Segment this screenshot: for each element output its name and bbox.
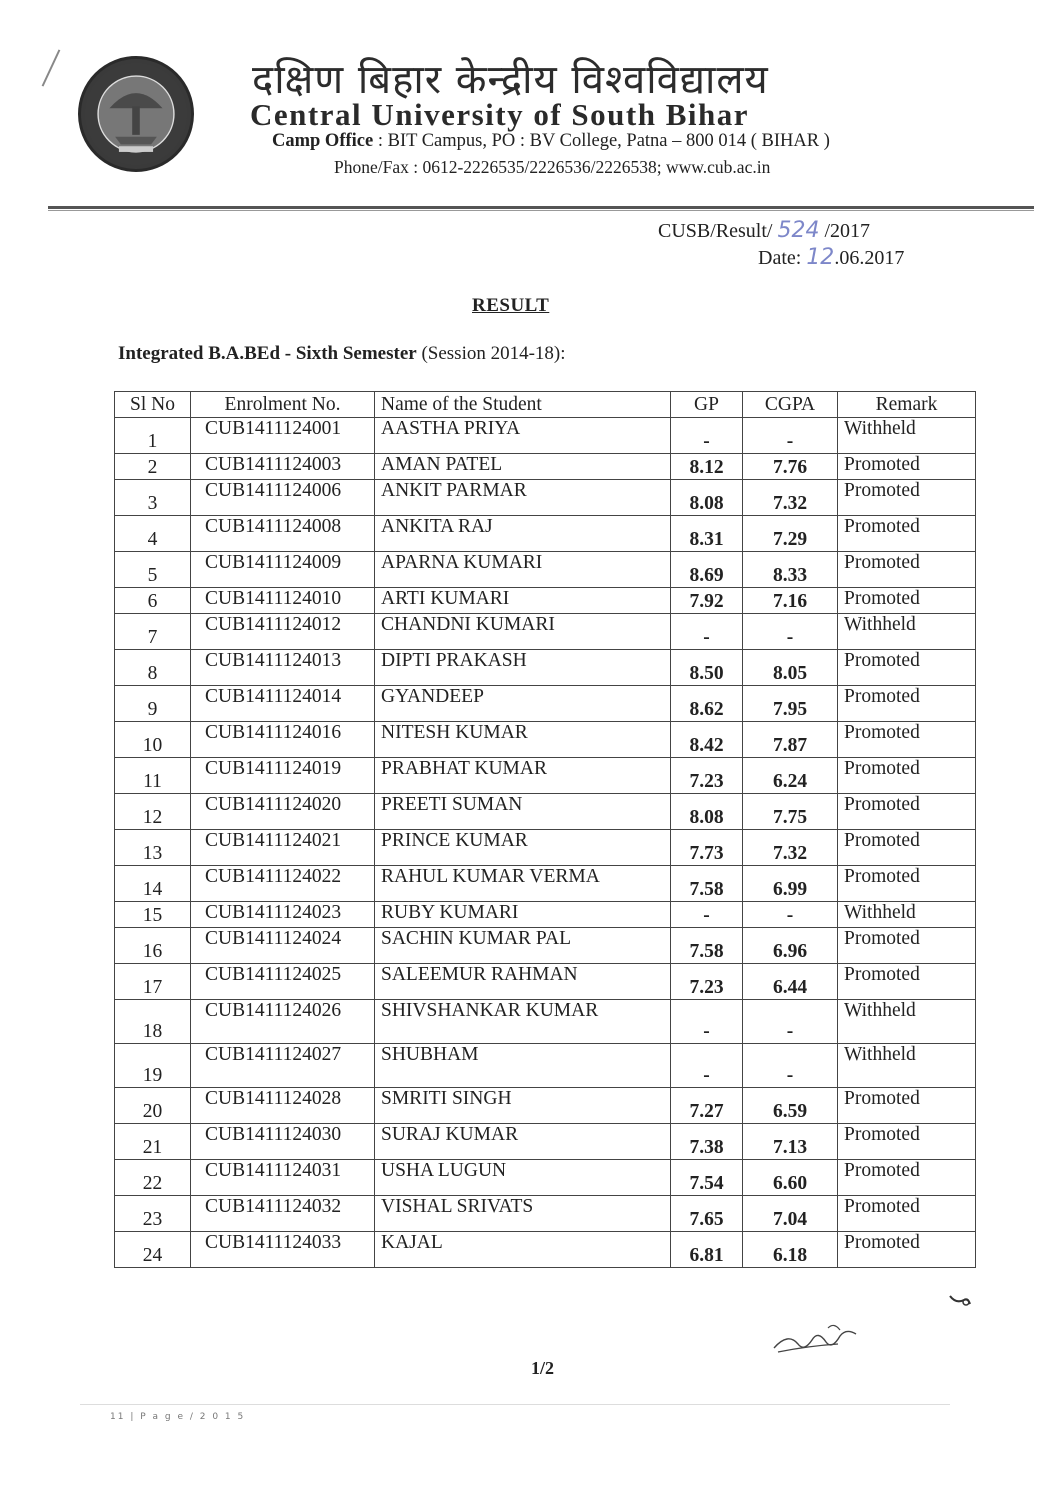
result-table <box>114 391 976 1268</box>
cell-enrolment: CUB1411124025 <box>191 964 375 1000</box>
cell-cgpa: - <box>743 1044 838 1088</box>
cell-sl: 8 <box>115 650 191 686</box>
col-header-gp: GP <box>671 392 743 418</box>
table-row <box>115 1000 976 1044</box>
cell-gp: 8.50 <box>671 650 743 686</box>
table-row <box>115 928 976 964</box>
table-row <box>115 588 976 614</box>
cell-remark: Withheld <box>838 418 976 454</box>
cell-sl: 2 <box>115 454 191 480</box>
cell-sl: 1 <box>115 418 191 454</box>
cell-sl: 14 <box>115 866 191 902</box>
cell-enrolment: CUB1411124027 <box>191 1044 375 1088</box>
col-header-enrolment: Enrolment No. <box>191 392 375 418</box>
cell-remark: Withheld <box>838 614 976 650</box>
table-row <box>115 1044 976 1088</box>
cell-gp: - <box>671 614 743 650</box>
cell-name: PRABHAT KUMAR <box>375 758 671 794</box>
table-row <box>115 1124 976 1160</box>
cell-enrolment: CUB1411124010 <box>191 588 375 614</box>
cell-cgpa: 7.29 <box>743 516 838 552</box>
document-title: RESULT <box>472 295 550 316</box>
cell-cgpa: 6.59 <box>743 1088 838 1124</box>
date-handwritten-day: 12 <box>806 245 835 270</box>
cell-gp: 8.31 <box>671 516 743 552</box>
cell-name: GYANDEEP <box>375 686 671 722</box>
cell-gp: 7.38 <box>671 1124 743 1160</box>
cell-sl: 20 <box>115 1088 191 1124</box>
reference-year: /2017 <box>824 220 871 242</box>
cell-name: KAJAL <box>375 1232 671 1268</box>
cell-sl: 12 <box>115 794 191 830</box>
cell-cgpa: - <box>743 614 838 650</box>
table-row <box>115 758 976 794</box>
cell-sl: 4 <box>115 516 191 552</box>
cell-sl: 18 <box>115 1000 191 1044</box>
cell-cgpa: 6.44 <box>743 964 838 1000</box>
cell-name: USHA LUGUN <box>375 1160 671 1196</box>
cell-sl: 23 <box>115 1196 191 1232</box>
cell-enrolment: CUB1411124001 <box>191 418 375 454</box>
cell-sl: 22 <box>115 1160 191 1196</box>
university-name-english: Central University of South Bihar <box>250 97 749 132</box>
cell-cgpa: 6.18 <box>743 1232 838 1268</box>
cell-remark: Promoted <box>838 454 976 480</box>
cell-enrolment: CUB1411124026 <box>191 1000 375 1044</box>
issue-date <box>758 245 904 270</box>
cell-enrolment: CUB1411124031 <box>191 1160 375 1196</box>
cell-remark: Promoted <box>838 516 976 552</box>
cell-gp: 7.65 <box>671 1196 743 1232</box>
cell-remark: Withheld <box>838 1000 976 1044</box>
cell-sl: 24 <box>115 1232 191 1268</box>
cell-name: ANKITA RAJ <box>375 516 671 552</box>
cell-gp: 8.62 <box>671 686 743 722</box>
cell-sl: 15 <box>115 902 191 928</box>
cell-sl: 9 <box>115 686 191 722</box>
cell-name: SALEEMUR RAHMAN <box>375 964 671 1000</box>
cell-sl: 7 <box>115 614 191 650</box>
reference-prefix: CUSB/Result/ <box>658 220 773 242</box>
footer-rule <box>80 1404 950 1405</box>
cell-gp: - <box>671 1044 743 1088</box>
cell-enrolment: CUB1411124003 <box>191 454 375 480</box>
cell-enrolment: CUB1411124023 <box>191 902 375 928</box>
table-row <box>115 614 976 650</box>
cell-name: AASTHA PRIYA <box>375 418 671 454</box>
table-row <box>115 1088 976 1124</box>
header-divider <box>48 206 1034 209</box>
date-rest: .06.2017 <box>834 247 905 269</box>
cell-remark: Promoted <box>838 794 976 830</box>
cell-name: PREETI SUMAN <box>375 794 671 830</box>
cell-name: ANKIT PARMAR <box>375 480 671 516</box>
programme-heading <box>118 343 566 365</box>
cell-name: RAHUL KUMAR VERMA <box>375 866 671 902</box>
cell-gp: 8.42 <box>671 722 743 758</box>
cell-gp: 6.81 <box>671 1232 743 1268</box>
table-row <box>115 722 976 758</box>
cell-sl: 16 <box>115 928 191 964</box>
cell-cgpa: 7.87 <box>743 722 838 758</box>
cell-enrolment: CUB1411124019 <box>191 758 375 794</box>
cell-enrolment: CUB1411124009 <box>191 552 375 588</box>
cell-cgpa: 6.60 <box>743 1160 838 1196</box>
cell-remark: Promoted <box>838 686 976 722</box>
cell-name: SHIVSHANKAR KUMAR <box>375 1000 671 1044</box>
cell-enrolment: CUB1411124012 <box>191 614 375 650</box>
table-row <box>115 454 976 480</box>
cell-sl: 19 <box>115 1044 191 1088</box>
cell-cgpa: 7.13 <box>743 1124 838 1160</box>
cell-gp: - <box>671 418 743 454</box>
cell-cgpa: - <box>743 1000 838 1044</box>
date-label: Date: <box>758 247 802 269</box>
cell-remark: Promoted <box>838 552 976 588</box>
cell-remark: Withheld <box>838 902 976 928</box>
cell-remark: Promoted <box>838 964 976 1000</box>
cell-sl: 13 <box>115 830 191 866</box>
pen-mark-icon <box>948 1290 972 1310</box>
cell-cgpa: 7.16 <box>743 588 838 614</box>
cell-cgpa: - <box>743 418 838 454</box>
cell-remark: Promoted <box>838 758 976 794</box>
cell-name: SURAJ KUMAR <box>375 1124 671 1160</box>
cell-enrolment: CUB1411124021 <box>191 830 375 866</box>
camp-office-address <box>272 131 830 152</box>
cell-gp: 7.58 <box>671 928 743 964</box>
cell-enrolment: CUB1411124008 <box>191 516 375 552</box>
cell-enrolment: CUB1411124006 <box>191 480 375 516</box>
cell-sl: 6 <box>115 588 191 614</box>
cell-enrolment: CUB1411124028 <box>191 1088 375 1124</box>
cell-enrolment: CUB1411124032 <box>191 1196 375 1232</box>
pen-mark <box>42 49 61 86</box>
cell-cgpa: 6.99 <box>743 866 838 902</box>
cell-cgpa: 7.75 <box>743 794 838 830</box>
cell-remark: Withheld <box>838 1044 976 1088</box>
cell-cgpa: 7.32 <box>743 830 838 866</box>
cell-sl: 21 <box>115 1124 191 1160</box>
cell-remark: Promoted <box>838 480 976 516</box>
cell-gp: 7.23 <box>671 758 743 794</box>
reference-handwritten-number: 524 <box>777 218 820 243</box>
cell-gp: 7.27 <box>671 1088 743 1124</box>
table-row <box>115 552 976 588</box>
page-number: 1/2 <box>531 1358 555 1378</box>
cell-gp: 8.08 <box>671 480 743 516</box>
table-row <box>115 1160 976 1196</box>
cell-name: NITESH KUMAR <box>375 722 671 758</box>
col-header-name: Name of the Student <box>375 392 671 418</box>
cell-name: APARNA KUMARI <box>375 552 671 588</box>
cell-name: DIPTI PRAKASH <box>375 650 671 686</box>
cell-enrolment: CUB1411124024 <box>191 928 375 964</box>
programme-name: Integrated B.A.BEd - Sixth Semester <box>118 343 417 364</box>
cell-gp: 7.92 <box>671 588 743 614</box>
cell-name: CHANDNI KUMARI <box>375 614 671 650</box>
footer-text: 11 | P a g e / 2 0 1 5 <box>110 1412 246 1422</box>
cell-enrolment: CUB1411124013 <box>191 650 375 686</box>
table-row <box>115 964 976 1000</box>
university-seal-icon <box>78 56 194 172</box>
cell-remark: Promoted <box>838 1124 976 1160</box>
cell-cgpa: 7.32 <box>743 480 838 516</box>
table-row <box>115 1232 976 1268</box>
col-header-cgpa: CGPA <box>743 392 838 418</box>
cell-gp: 7.73 <box>671 830 743 866</box>
cell-sl: 17 <box>115 964 191 1000</box>
cell-remark: Promoted <box>838 866 976 902</box>
cell-cgpa: 8.33 <box>743 552 838 588</box>
cell-name: SHUBHAM <box>375 1044 671 1088</box>
cell-name: RUBY KUMARI <box>375 902 671 928</box>
camp-address-text: : BIT Campus, PO : BV College, Patna – 800 014 ( BIHAR ) <box>377 131 830 151</box>
cell-gp: 7.23 <box>671 964 743 1000</box>
cell-remark: Promoted <box>838 1160 976 1196</box>
table-row <box>115 830 976 866</box>
cell-gp: 8.12 <box>671 454 743 480</box>
table-row <box>115 794 976 830</box>
table-row <box>115 650 976 686</box>
cell-name: SMRITI SINGH <box>375 1088 671 1124</box>
cell-remark: Promoted <box>838 1232 976 1268</box>
cell-cgpa: 6.24 <box>743 758 838 794</box>
cell-sl: 10 <box>115 722 191 758</box>
cell-remark: Promoted <box>838 650 976 686</box>
cell-gp: 8.69 <box>671 552 743 588</box>
cell-name: PRINCE KUMAR <box>375 830 671 866</box>
cell-gp: 7.58 <box>671 866 743 902</box>
cell-remark: Promoted <box>838 928 976 964</box>
table-row <box>115 902 976 928</box>
cell-name: ARTI KUMARI <box>375 588 671 614</box>
cell-sl: 5 <box>115 552 191 588</box>
table-row <box>115 1196 976 1232</box>
cell-name: AMAN PATEL <box>375 454 671 480</box>
reference-number <box>658 218 870 243</box>
cell-gp: 8.08 <box>671 794 743 830</box>
cell-cgpa: 6.96 <box>743 928 838 964</box>
programme-session: (Session 2014-18): <box>421 343 566 364</box>
cell-cgpa: 8.05 <box>743 650 838 686</box>
table-row <box>115 686 976 722</box>
header-divider-thin <box>48 210 1034 211</box>
col-header-sl: Sl No <box>115 392 191 418</box>
cell-enrolment: CUB1411124014 <box>191 686 375 722</box>
cell-enrolment: CUB1411124033 <box>191 1232 375 1268</box>
cell-gp: 7.54 <box>671 1160 743 1196</box>
cell-name: VISHAL SRIVATS <box>375 1196 671 1232</box>
table-row <box>115 516 976 552</box>
cell-remark: Promoted <box>838 1196 976 1232</box>
cell-gp: - <box>671 902 743 928</box>
table-row <box>115 866 976 902</box>
table-header-row <box>115 392 976 418</box>
table-row <box>115 418 976 454</box>
cell-name: SACHIN KUMAR PAL <box>375 928 671 964</box>
col-header-remark: Remark <box>838 392 976 418</box>
cell-enrolment: CUB1411124020 <box>191 794 375 830</box>
cell-cgpa: 7.95 <box>743 686 838 722</box>
cell-gp: - <box>671 1000 743 1044</box>
cell-sl: 11 <box>115 758 191 794</box>
cell-cgpa: 7.76 <box>743 454 838 480</box>
cell-enrolment: CUB1411124030 <box>191 1124 375 1160</box>
signature-icon <box>768 1318 864 1358</box>
phone-fax-website: Phone/Fax : 0612-2226535/2226536/2226538; www.cub.ac.in <box>334 157 771 177</box>
university-name-hindi: दक्षिण बिहार केन्द्रीय विश्वविद्यालय <box>252 57 769 103</box>
cell-enrolment: CUB1411124022 <box>191 866 375 902</box>
cell-cgpa: 7.04 <box>743 1196 838 1232</box>
cell-sl: 3 <box>115 480 191 516</box>
cell-remark: Promoted <box>838 1088 976 1124</box>
cell-remark: Promoted <box>838 722 976 758</box>
table-row <box>115 480 976 516</box>
cell-remark: Promoted <box>838 830 976 866</box>
cell-remark: Promoted <box>838 588 976 614</box>
cell-enrolment: CUB1411124016 <box>191 722 375 758</box>
cell-cgpa: - <box>743 902 838 928</box>
camp-label: Camp Office <box>272 131 374 151</box>
